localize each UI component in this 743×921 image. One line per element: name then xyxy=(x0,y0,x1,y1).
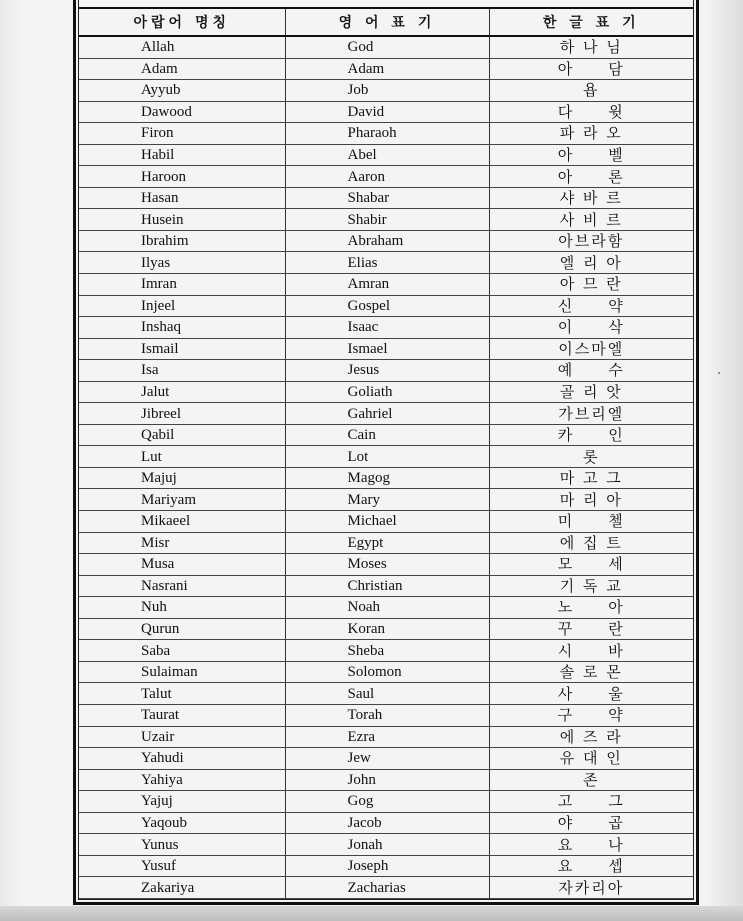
arabic-name-cell: Yahudi xyxy=(79,748,285,770)
english-name-cell: Goliath xyxy=(285,381,489,403)
english-name-cell: Shabir xyxy=(285,209,489,231)
korean-name-cell: 다 윗 xyxy=(489,101,693,123)
english-name-cell: Aaron xyxy=(285,166,489,188)
korean-name-cell: 에 즈 라 xyxy=(489,726,693,748)
korean-name-cell: 파 라 오 xyxy=(489,123,693,145)
korean-name-cell: 골 리 앗 xyxy=(489,381,693,403)
english-name-cell: Lot xyxy=(285,446,489,468)
table-row xyxy=(79,295,693,317)
arabic-name-cell: Nasrani xyxy=(79,575,285,597)
korean-name-cell: 자카리아 xyxy=(489,877,693,899)
table-row xyxy=(79,144,693,166)
name-comparison-table xyxy=(79,9,693,899)
english-name-cell: Shabar xyxy=(285,187,489,209)
table-row xyxy=(79,812,693,834)
table-row xyxy=(79,855,693,877)
arabic-name-cell: Zakariya xyxy=(79,877,285,899)
korean-name-cell: 요 셉 xyxy=(489,855,693,877)
english-name-cell: Zacharias xyxy=(285,877,489,899)
english-name-cell: Magog xyxy=(285,467,489,489)
table-row xyxy=(79,597,693,619)
english-name-cell: Adam xyxy=(285,58,489,80)
table-row xyxy=(79,489,693,511)
arabic-name-cell: Yajuj xyxy=(79,791,285,813)
arabic-name-cell: Jibreel xyxy=(79,403,285,425)
english-name-cell: Ezra xyxy=(285,726,489,748)
table-row xyxy=(79,467,693,489)
table-row xyxy=(79,575,693,597)
korean-name-cell: 아브라함 xyxy=(489,230,693,252)
arabic-name-cell: Dawood xyxy=(79,101,285,123)
table-row xyxy=(79,748,693,770)
arabic-name-cell: Jalut xyxy=(79,381,285,403)
table-row xyxy=(79,834,693,856)
table-row xyxy=(79,769,693,791)
arabic-name-cell: Yunus xyxy=(79,834,285,856)
english-name-cell: Torah xyxy=(285,704,489,726)
english-name-cell: Saul xyxy=(285,683,489,705)
korean-name-cell: 노 아 xyxy=(489,597,693,619)
english-name-cell: Isaac xyxy=(285,317,489,339)
english-name-cell: Michael xyxy=(285,511,489,533)
korean-name-cell: 야 곱 xyxy=(489,812,693,834)
table-row xyxy=(79,704,693,726)
korean-name-cell: 아 므 란 xyxy=(489,274,693,296)
table-row xyxy=(79,511,693,533)
arabic-name-cell: Ayyub xyxy=(79,80,285,102)
english-name-cell: Jonah xyxy=(285,834,489,856)
table-row xyxy=(79,101,693,123)
korean-name-cell: 이스마엘 xyxy=(489,338,693,360)
table-row xyxy=(79,338,693,360)
korean-name-cell: 미 첼 xyxy=(489,511,693,533)
korean-name-cell: 예 수 xyxy=(489,360,693,382)
arabic-name-cell: Habil xyxy=(79,144,285,166)
korean-name-cell: 고 그 xyxy=(489,791,693,813)
table-body xyxy=(79,36,693,898)
arabic-name-cell: Firon xyxy=(79,123,285,145)
korean-name-cell: 롯 xyxy=(489,446,693,468)
arabic-name-cell: Uzair xyxy=(79,726,285,748)
korean-name-cell: 엘 리 아 xyxy=(489,252,693,274)
korean-name-cell: 존 xyxy=(489,769,693,791)
table-row xyxy=(79,187,693,209)
english-name-cell: Abel xyxy=(285,144,489,166)
table-row xyxy=(79,58,693,80)
table-header-row xyxy=(79,9,693,36)
table-row xyxy=(79,381,693,403)
table-row xyxy=(79,252,693,274)
arabic-name-cell: Misr xyxy=(79,532,285,554)
page-shadow-right xyxy=(707,0,743,921)
table-row xyxy=(79,661,693,683)
arabic-name-cell: Adam xyxy=(79,58,285,80)
korean-name-cell: 사 비 르 xyxy=(489,209,693,231)
english-name-cell: Ismael xyxy=(285,338,489,360)
korean-name-cell: 요 나 xyxy=(489,834,693,856)
arabic-name-cell: Hasan xyxy=(79,187,285,209)
table-row xyxy=(79,36,693,58)
header-arabic-name: 아랍어 명칭 xyxy=(79,9,285,36)
english-name-cell: Joseph xyxy=(285,855,489,877)
table-row xyxy=(79,726,693,748)
table-row xyxy=(79,618,693,640)
korean-name-cell: 에 집 트 xyxy=(489,532,693,554)
english-name-cell: Mary xyxy=(285,489,489,511)
korean-name-cell: 샤 바 르 xyxy=(489,187,693,209)
korean-name-cell: 가브리엘 xyxy=(489,403,693,425)
table-row xyxy=(79,123,693,145)
arabic-name-cell: Qurun xyxy=(79,618,285,640)
table-row xyxy=(79,80,693,102)
arabic-name-cell: Majuj xyxy=(79,467,285,489)
table-row xyxy=(79,230,693,252)
english-name-cell: Noah xyxy=(285,597,489,619)
header-english-name: 영 어 표 기 xyxy=(285,9,489,36)
english-name-cell: Amran xyxy=(285,274,489,296)
korean-name-cell: 구 약 xyxy=(489,704,693,726)
arabic-name-cell: Saba xyxy=(79,640,285,662)
korean-name-cell: 아 담 xyxy=(489,58,693,80)
table-row xyxy=(79,446,693,468)
arabic-name-cell: Yaqoub xyxy=(79,812,285,834)
arabic-name-cell: Nuh xyxy=(79,597,285,619)
arabic-name-cell: Mikaeel xyxy=(79,511,285,533)
english-name-cell: Job xyxy=(285,80,489,102)
english-name-cell: God xyxy=(285,36,489,58)
table-row xyxy=(79,640,693,662)
table-row xyxy=(79,424,693,446)
korean-name-cell: 꾸 란 xyxy=(489,618,693,640)
english-name-cell: Elias xyxy=(285,252,489,274)
english-name-cell: Jacob xyxy=(285,812,489,834)
table-row xyxy=(79,791,693,813)
korean-name-cell: 욥 xyxy=(489,80,693,102)
english-name-cell: David xyxy=(285,101,489,123)
english-name-cell: Egypt xyxy=(285,532,489,554)
arabic-name-cell: Lut xyxy=(79,446,285,468)
table-row xyxy=(79,877,693,899)
english-name-cell: Christian xyxy=(285,575,489,597)
english-name-cell: John xyxy=(285,769,489,791)
english-name-cell: Sheba xyxy=(285,640,489,662)
scan-speck xyxy=(718,372,720,374)
english-name-cell: Gog xyxy=(285,791,489,813)
arabic-name-cell: Qabil xyxy=(79,424,285,446)
korean-name-cell: 이 삭 xyxy=(489,317,693,339)
arabic-name-cell: Mariyam xyxy=(79,489,285,511)
english-name-cell: Gospel xyxy=(285,295,489,317)
english-name-cell: Moses xyxy=(285,554,489,576)
arabic-name-cell: Talut xyxy=(79,683,285,705)
table-row xyxy=(79,360,693,382)
page-shadow-left xyxy=(0,0,22,921)
arabic-name-cell: Ismail xyxy=(79,338,285,360)
korean-name-cell: 신 약 xyxy=(489,295,693,317)
korean-name-cell: 아 론 xyxy=(489,166,693,188)
table-row xyxy=(79,209,693,231)
viewer-bottom-bar xyxy=(0,906,743,921)
arabic-name-cell: Allah xyxy=(79,36,285,58)
korean-name-cell: 유 대 인 xyxy=(489,748,693,770)
korean-name-cell: 솔 로 몬 xyxy=(489,661,693,683)
english-name-cell: Abraham xyxy=(285,230,489,252)
arabic-name-cell: Imran xyxy=(79,274,285,296)
arabic-name-cell: Ilyas xyxy=(79,252,285,274)
english-name-cell: Jew xyxy=(285,748,489,770)
korean-name-cell: 모 세 xyxy=(489,554,693,576)
arabic-name-cell: Yusuf xyxy=(79,855,285,877)
korean-name-cell: 시 바 xyxy=(489,640,693,662)
english-name-cell: Koran xyxy=(285,618,489,640)
english-name-cell: Cain xyxy=(285,424,489,446)
header-korean-name: 한 글 표 기 xyxy=(489,9,693,36)
korean-name-cell: 마 고 그 xyxy=(489,467,693,489)
korean-name-cell: 아 벨 xyxy=(489,144,693,166)
korean-name-cell: 하 나 님 xyxy=(489,36,693,58)
table-row xyxy=(79,554,693,576)
korean-name-cell: 기 독 교 xyxy=(489,575,693,597)
english-name-cell: Solomon xyxy=(285,661,489,683)
english-name-cell: Pharaoh xyxy=(285,123,489,145)
arabic-name-cell: Haroon xyxy=(79,166,285,188)
korean-name-cell: 마 리 아 xyxy=(489,489,693,511)
arabic-name-cell: Inshaq xyxy=(79,317,285,339)
table-row xyxy=(79,274,693,296)
table-row xyxy=(79,317,693,339)
table-row xyxy=(79,532,693,554)
arabic-name-cell: Sulaiman xyxy=(79,661,285,683)
arabic-name-cell: Taurat xyxy=(79,704,285,726)
korean-name-cell: 카 인 xyxy=(489,424,693,446)
arabic-name-cell: Yahiya xyxy=(79,769,285,791)
english-name-cell: Gahriel xyxy=(285,403,489,425)
arabic-name-cell: Injeel xyxy=(79,295,285,317)
arabic-name-cell: Ibrahim xyxy=(79,230,285,252)
table-row xyxy=(79,683,693,705)
table-row xyxy=(79,403,693,425)
arabic-name-cell: Musa xyxy=(79,554,285,576)
arabic-name-cell: Isa xyxy=(79,360,285,382)
arabic-name-cell: Husein xyxy=(79,209,285,231)
english-name-cell: Jesus xyxy=(285,360,489,382)
table-row xyxy=(79,166,693,188)
korean-name-cell: 사 울 xyxy=(489,683,693,705)
